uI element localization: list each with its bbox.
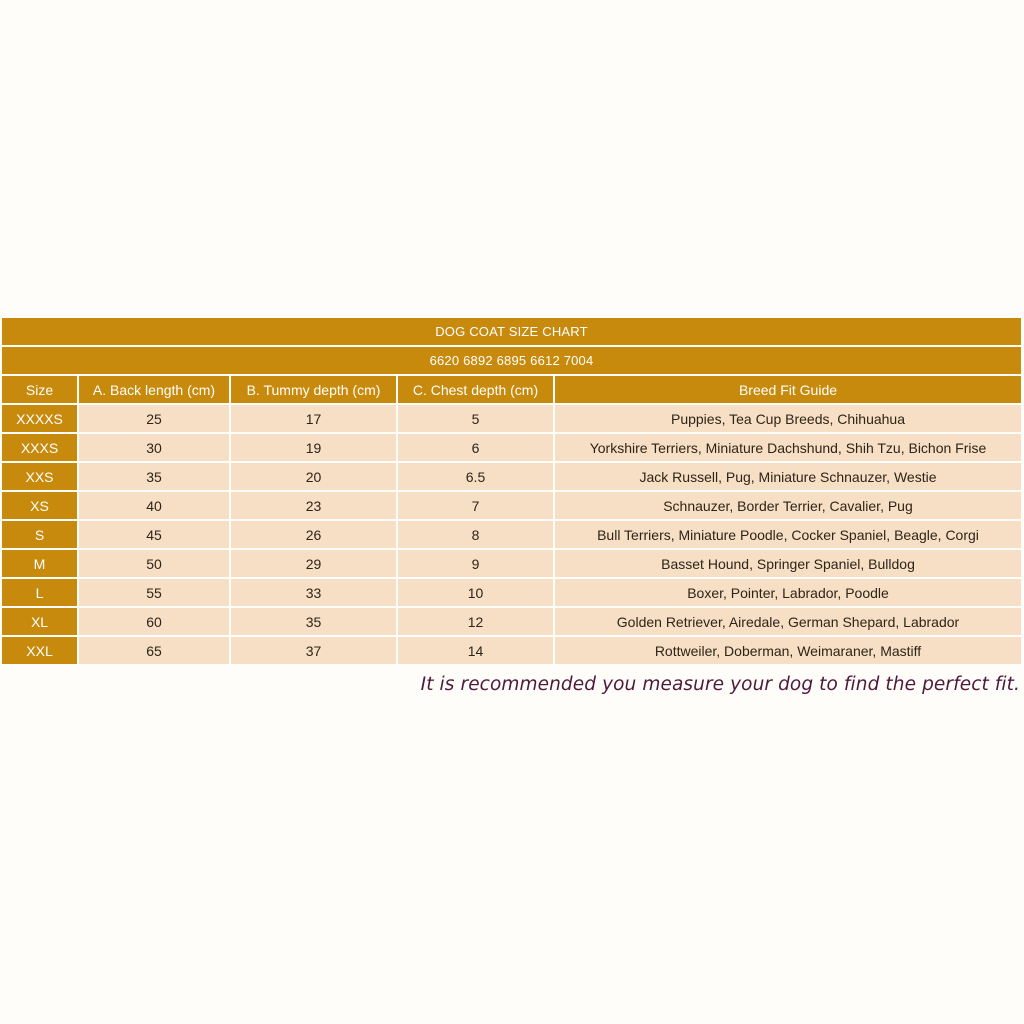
breed-fit-cell: Rottweiler, Doberman, Weimaraner, Mastiff	[554, 636, 1021, 665]
back-length-cell: 45	[78, 520, 230, 549]
back-length-cell: 35	[78, 462, 230, 491]
tummy-depth-cell: 19	[230, 433, 397, 462]
breed-fit-cell: Basset Hound, Springer Spaniel, Bulldog	[554, 549, 1021, 578]
size-cell: XXL	[2, 636, 78, 665]
table-row	[2, 404, 1021, 433]
size-cell: XXS	[2, 462, 78, 491]
tummy-depth-cell: 37	[230, 636, 397, 665]
breed-fit-cell: Yorkshire Terriers, Miniature Dachshund, Shih Tzu, Bichon Frise	[554, 433, 1021, 462]
header-tummy-depth: B. Tummy depth (cm)	[230, 376, 397, 404]
table-row	[2, 549, 1021, 578]
back-length-cell: 30	[78, 433, 230, 462]
table-row	[2, 491, 1021, 520]
size-cell: M	[2, 549, 78, 578]
size-cell: XXXS	[2, 433, 78, 462]
size-cell: S	[2, 520, 78, 549]
tummy-depth-cell: 23	[230, 491, 397, 520]
product-codes: 6620 6892 6895 6612 7004	[2, 347, 1021, 376]
breed-fit-cell: Boxer, Pointer, Labrador, Poodle	[554, 578, 1021, 607]
back-length-cell: 65	[78, 636, 230, 665]
tummy-depth-cell: 17	[230, 404, 397, 433]
back-length-cell: 60	[78, 607, 230, 636]
tummy-depth-cell: 33	[230, 578, 397, 607]
back-length-cell: 55	[78, 578, 230, 607]
chest-depth-cell: 5	[397, 404, 554, 433]
chest-depth-cell: 6	[397, 433, 554, 462]
tummy-depth-cell: 26	[230, 520, 397, 549]
size-cell: L	[2, 578, 78, 607]
header-back-length: A. Back length (cm)	[78, 376, 230, 404]
chest-depth-cell: 7	[397, 491, 554, 520]
back-length-cell: 50	[78, 549, 230, 578]
chest-depth-cell: 12	[397, 607, 554, 636]
measure-recommendation-note: It is recommended you measure your dog to find the perfect fit.	[420, 674, 1020, 695]
size-cell: XL	[2, 607, 78, 636]
chest-depth-cell: 8	[397, 520, 554, 549]
tummy-depth-cell: 20	[230, 462, 397, 491]
table-row	[2, 636, 1021, 665]
back-length-cell: 25	[78, 404, 230, 433]
breed-fit-cell: Bull Terriers, Miniature Poodle, Cocker Spaniel, Beagle, Corgi	[554, 520, 1021, 549]
tummy-depth-cell: 29	[230, 549, 397, 578]
table-row	[2, 520, 1021, 549]
table-row	[2, 462, 1021, 491]
table-row	[2, 578, 1021, 607]
table-row	[2, 607, 1021, 636]
header-size: Size	[2, 376, 78, 404]
breed-fit-cell: Golden Retriever, Airedale, German Shepard, Labrador	[554, 607, 1021, 636]
size-cell: XS	[2, 491, 78, 520]
header-breed-fit-guide: Breed Fit Guide	[554, 376, 1021, 404]
size-chart	[2, 318, 1021, 666]
size-table	[2, 376, 1021, 666]
chart-title: DOG COAT SIZE CHART	[2, 318, 1021, 347]
breed-fit-cell: Puppies, Tea Cup Breeds, Chihuahua	[554, 404, 1021, 433]
size-cell: XXXXS	[2, 404, 78, 433]
chest-depth-cell: 10	[397, 578, 554, 607]
chest-depth-cell: 9	[397, 549, 554, 578]
tummy-depth-cell: 35	[230, 607, 397, 636]
chest-depth-cell: 6.5	[397, 462, 554, 491]
back-length-cell: 40	[78, 491, 230, 520]
chest-depth-cell: 14	[397, 636, 554, 665]
header-chest-depth: C. Chest depth (cm)	[397, 376, 554, 404]
breed-fit-cell: Schnauzer, Border Terrier, Cavalier, Pug	[554, 491, 1021, 520]
table-row	[2, 433, 1021, 462]
header-row	[2, 376, 1021, 404]
breed-fit-cell: Jack Russell, Pug, Miniature Schnauzer, Westie	[554, 462, 1021, 491]
